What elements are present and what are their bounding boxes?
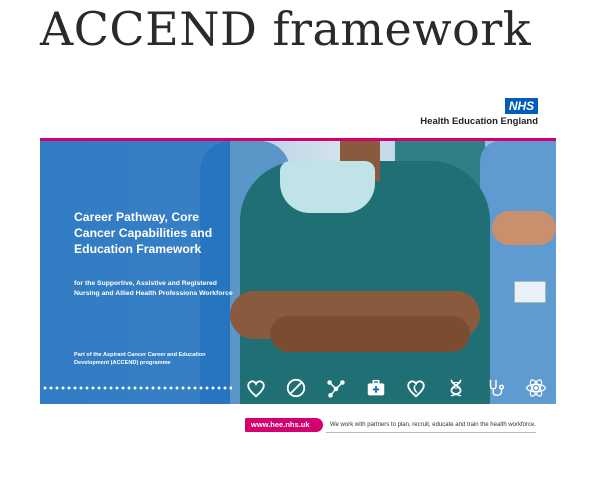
id-badge xyxy=(514,281,546,303)
title-panel xyxy=(40,141,233,404)
atom-icon xyxy=(524,376,548,400)
molecule-icon xyxy=(324,376,348,400)
heart-icon xyxy=(244,376,268,400)
tagline: We work with partners to plan, recruit, educate and train the health workforce. xyxy=(330,422,536,428)
medical-kit-icon xyxy=(364,376,388,400)
cover-title: Career Pathway, Core Cancer Capabilities and Education Framework xyxy=(74,210,213,256)
surgical-mask xyxy=(280,161,375,213)
nhs-logo: NHS xyxy=(505,98,538,114)
cover-image xyxy=(40,141,556,404)
website-link[interactable]: www.hee.nhs.uk xyxy=(245,418,323,432)
icon-row xyxy=(236,374,556,402)
dotted-line xyxy=(42,386,232,390)
page-title: ACCEND framework xyxy=(40,2,532,56)
org-name: Health Education England xyxy=(420,116,538,127)
pills-icon xyxy=(284,376,308,400)
programme-note: Part of the Aspirant Cancer Career and Education Development (ACCEND) programme xyxy=(74,352,206,366)
heart-ribbon-icon xyxy=(404,376,428,400)
tagline-underline xyxy=(326,432,536,433)
cover-subtitle: for the Supportive, Assistive and Registered Nursing and Allied Health Professions Workforce xyxy=(74,280,233,297)
background-staff-right xyxy=(480,141,556,404)
crossed-arms-lower xyxy=(270,316,470,352)
stethoscope-icon xyxy=(484,376,508,400)
dna-icon xyxy=(444,376,468,400)
crossed-arm-right xyxy=(492,211,556,245)
